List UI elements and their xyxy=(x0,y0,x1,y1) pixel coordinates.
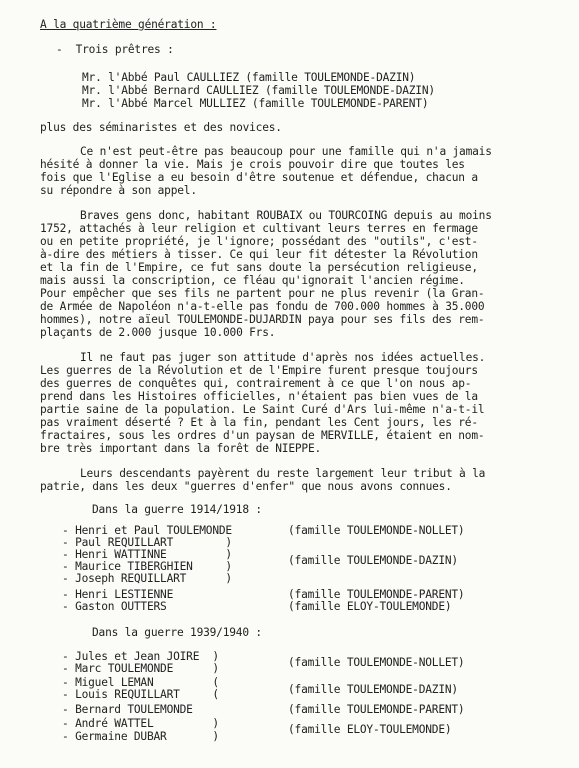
war2-name: - Louis REQUILLART ( xyxy=(62,688,219,701)
priests-intro: - Trois prêtres : xyxy=(56,43,174,56)
paragraph-line: pas vraiment déserté ? Et à la fin, pendant les Cent jours, les ré- xyxy=(40,416,478,429)
priest-line: Mr. l'Abbé Bernard CAULLIEZ (famille TOULEMONDE-DAZIN) xyxy=(82,84,435,97)
priests-after: plus des séminaristes et des novices. xyxy=(40,121,282,134)
paragraph-line: à-dire des métiers à tisser. Ce qui leur fit détester la Révolution xyxy=(40,248,478,261)
war1-name: - Joseph REQUILLART ) xyxy=(62,572,232,585)
paragraph-line: bre très important dans la forêt de NIEPPE. xyxy=(40,442,322,455)
war1-name: - Henri WATTINNE ) xyxy=(62,548,232,561)
war1-heading: Dans la guerre 1914/1918 : xyxy=(92,503,262,516)
paragraph-line: 1752, attachés à leur religion et cultivant leurs terres en fermage xyxy=(40,222,478,235)
war2-name: - Jules et Jean JOIRE ) xyxy=(62,650,219,663)
war2-family: (famille ELOY-TOULEMONDE) xyxy=(288,723,452,736)
priest-line: Mr. l'Abbé Paul CAULLIEZ (famille TOULEMONDE-DAZIN) xyxy=(82,71,416,84)
war1-name: - Henri et Paul TOULEMONDE xyxy=(62,524,232,537)
war2-name: - Bernard TOULEMONDE xyxy=(62,703,193,716)
war1-family: (famille TOULEMONDE-NOLLET) xyxy=(288,524,465,537)
war1-name: - Maurice TIBERGHIEN ) xyxy=(62,560,232,573)
war1-name: - Gaston OUTTERS xyxy=(62,600,167,613)
war1-name: - Paul REQUILLART ) xyxy=(62,536,232,549)
paragraph-line: su répondre à son appel. xyxy=(40,184,197,197)
war1-family: (famille TOULEMONDE-PARENT) xyxy=(288,588,465,601)
war2-name: - Miguel LEMAN ( xyxy=(62,676,219,689)
war2-family: (famille TOULEMONDE-PARENT) xyxy=(288,703,465,716)
priest-line: Mr. l'Abbé Marcel MULLIEZ (famille TOULEMONDE-PARENT) xyxy=(82,97,429,110)
war2-name: - Marc TOULEMONDE ) xyxy=(62,662,219,675)
paragraph-line: et la fin de l'Empire, ce fut sans doute la persécution religieuse, xyxy=(40,261,478,274)
war1-name: - Henri LESTIENNE xyxy=(62,588,174,601)
paragraph-line: fois que l'Eglise a eu besoin d'être soutenue et défendue, chacun a xyxy=(40,171,478,184)
section-heading: A la quatrième génération : xyxy=(40,18,217,31)
paragraph-line: plaçants de 2.000 jusque 10.000 Frs. xyxy=(40,326,276,339)
paragraph-line: partie saine de la population. Le Saint Curé d'Ars lui-même n'a-t-il xyxy=(40,403,485,416)
paragraph-line: Braves gens donc, habitant ROUBAIX ou TOURCOING depuis au moins xyxy=(80,209,492,222)
paragraph-line: Les guerres de la Révolution et de l'Empire furent presque toujours xyxy=(40,364,478,377)
war2-family: (famille TOULEMONDE-NOLLET) xyxy=(288,656,465,669)
paragraph-line: des guerres de conquêtes qui, contrairement à ce que l'on nous ap- xyxy=(40,377,472,390)
war1-family: (famille ELOY-TOULEMONDE) xyxy=(288,600,452,613)
paragraph-line: Il ne faut pas juger son attitude d'après nos idées actuelles. xyxy=(80,351,486,364)
war1-family: (famille TOULEMONDE-DAZIN) xyxy=(288,554,458,567)
paragraph-line: hommes), notre aïeul TOULEMONDE-DUJARDIN paya pour ses fils des rem- xyxy=(40,313,485,326)
war2-name: - André WATTEL ) xyxy=(62,717,219,730)
paragraph-line: fractaires, sous les ordres d'un paysan de MERVILLE, étaient en nom- xyxy=(40,429,485,442)
paragraph-line: hésité à donner la vie. Mais je crois pouvoir dire que toutes les xyxy=(40,158,465,171)
paragraph-line: Ce n'est peut-être pas beaucoup pour une famille qui n'a jamais xyxy=(80,145,492,158)
paragraph-line: patrie, dans les deux "guerres d'enfer" que nous avons connues. xyxy=(40,480,452,493)
paragraph-line: Leurs descendants payèrent du reste largement leur tribut à la xyxy=(80,467,486,480)
paragraph-line: mais aussi la conscription, ce fléau qu'ignorait l'ancien régime. xyxy=(40,274,465,287)
paragraph-line: prend dans les Histoires officielles, n'étaient pas bien vues de la xyxy=(40,390,478,403)
paragraph-line: ou en petite propriété, je l'ignore; possédant des "outils", c'est- xyxy=(40,235,478,248)
war2-name: - Germaine DUBAR ) xyxy=(62,730,219,743)
war2-family: (famille TOULEMONDE-DAZIN) xyxy=(288,683,458,696)
paragraph-line: Pour empêcher que ses fils ne partent pour ne plus revenir (la Gran- xyxy=(40,287,485,300)
war2-heading: Dans la guerre 1939/1940 : xyxy=(92,626,262,639)
paragraph-line: de Armée de Napoléon n'a-t-elle pas fondu de 700.000 hommes à 35.000 xyxy=(40,300,485,313)
